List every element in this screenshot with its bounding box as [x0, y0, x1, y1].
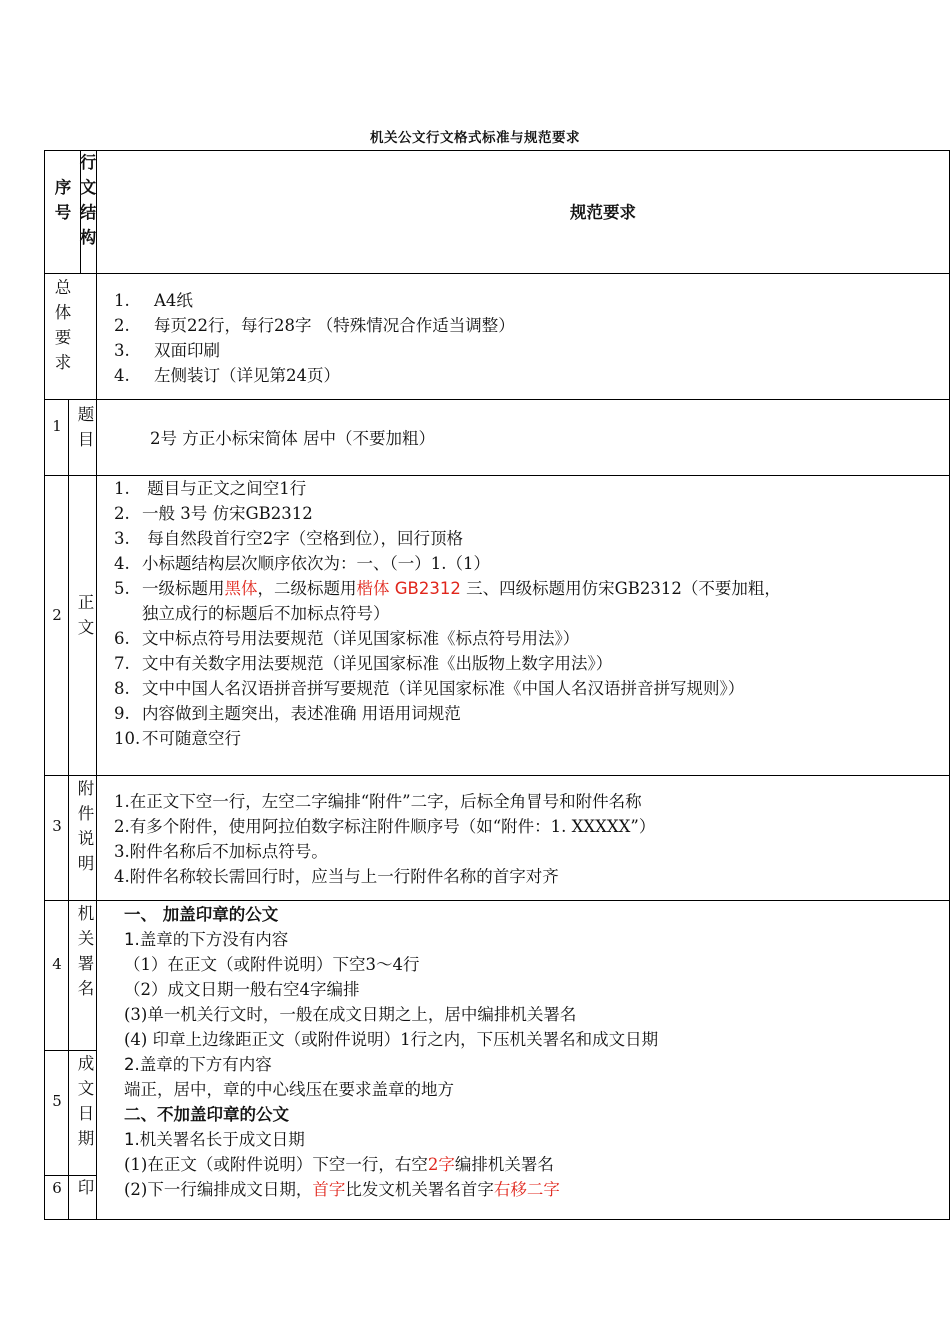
- general-requirements-label: 总体要求: [54, 278, 72, 372]
- list-item: （1）在正文（或附件说明）下空3～4行: [124, 955, 420, 974]
- red-highlight: 右移二字: [493, 1180, 560, 1199]
- row-number-6: 6: [52, 1179, 62, 1197]
- list-item: 5. 一级标题用黑体，二级标题用楷体 GB2312 三、四级标题用仿宋GB2312（不要加粗，: [114, 579, 781, 598]
- header-document-structure: 行文结构: [79, 153, 97, 247]
- subsection-heading: 2.盖章的下方有内容: [124, 1055, 272, 1074]
- list-item: 4.附件名称较长需回行时，应当与上一行附件名称的首字对齐: [114, 867, 559, 886]
- list-item: (3)单一机关行文时，一般在成文日期之上，居中编排机关署名: [124, 1005, 577, 1024]
- header-serial-number: 序号: [54, 178, 72, 222]
- row-number-4: 4: [52, 955, 62, 973]
- header-requirements: 规范要求: [570, 203, 636, 222]
- row-structure-attachment: 附件说明: [77, 779, 95, 873]
- section-heading: 二、不加盖印章的公文: [124, 1105, 289, 1124]
- list-item: 4. 左侧装订（详见第24页）: [114, 366, 340, 385]
- row-structure-title: 题目: [77, 405, 95, 449]
- red-highlight: 2字: [427, 1155, 455, 1174]
- row-number-1: 1: [52, 417, 62, 435]
- list-item: 7. 文中有关数字用法要规范（详见国家标准《出版物上数字用法》）: [114, 654, 613, 673]
- list-item: 2.有多个附件，使用阿拉伯数字标注附件顺序号（如“附件：1. XXXXX”）: [114, 817, 656, 836]
- list-item: (4) 印章上边缘距正文（或附件说明）1行之内，下压机关署名和成文日期: [124, 1030, 659, 1049]
- list-item: 9. 内容做到主题突出，表述准确 用语用词规范: [114, 704, 461, 723]
- list-item: 端正，居中，章的中心线压在要求盖章的地方: [124, 1080, 454, 1099]
- list-item: 1.在正文下空一行，左空二字编排“附件”二字，后标全角冒号和附件名称: [114, 792, 642, 811]
- list-item: 3. 双面印刷: [114, 341, 220, 360]
- list-item: 2. 每页22行，每行28字 （特殊情况合作适当调整）: [114, 316, 515, 335]
- list-item: （2）成文日期一般右空4字编排: [124, 980, 360, 999]
- list-item: 4. 小标题结构层次顺序依次为：一、（一）1.（1）: [114, 554, 490, 573]
- red-highlight: 黑体: [224, 579, 258, 598]
- list-item: 1. A4纸: [114, 291, 193, 310]
- row-number-5: 5: [52, 1092, 62, 1110]
- list-item: 10. 不可随意空行: [114, 729, 241, 748]
- list-item: 6. 文中标点符号用法要规范（详见国家标准《标点符号用法》）: [114, 629, 580, 648]
- row-number-3: 3: [52, 817, 62, 835]
- subsection-heading: 1.机关署名长于成文日期: [124, 1130, 305, 1149]
- list-item: (1)在正文（或附件说明）下空一行，右空2字编排机关署名: [124, 1155, 554, 1174]
- row-structure-date: 成文日期: [77, 1054, 95, 1148]
- section-heading: 一、 加盖印章的公文: [124, 905, 279, 924]
- document-title: 机关公文行文格式标准与规范要求: [370, 130, 580, 146]
- red-highlight: 首字: [312, 1180, 346, 1199]
- list-item: 2. 一般 3号 仿宋GB2312: [114, 504, 313, 523]
- row-structure-signature: 机关署名: [77, 904, 95, 998]
- red-highlight: 楷体 GB2312: [356, 579, 461, 598]
- title-requirement-text: 2号 方正小标宋简体 居中（不要加粗）: [150, 429, 435, 448]
- list-item: 3.附件名称后不加标点符号。: [114, 842, 328, 861]
- list-item: 8. 文中中国人名汉语拼音拼写要规范（详见国家标准《中国人名汉语拼音拼写规则》）: [114, 679, 745, 698]
- row-structure-body: 正文: [77, 593, 95, 637]
- list-item: (2)下一行编排成文日期，首字比发文机关署名首字右移二字: [124, 1180, 560, 1199]
- list-item: 3. 每自然段首行空2字（空格到位），回行顶格: [114, 529, 463, 548]
- list-item-continuation: 独立成行的标题后不加标点符号）: [142, 604, 390, 623]
- subsection-heading: 1.盖章的下方没有内容: [124, 930, 289, 949]
- row-structure-seal: 印: [77, 1178, 95, 1197]
- row-number-2: 2: [52, 606, 62, 624]
- list-item: 1. 题目与正文之间空1行: [114, 479, 307, 498]
